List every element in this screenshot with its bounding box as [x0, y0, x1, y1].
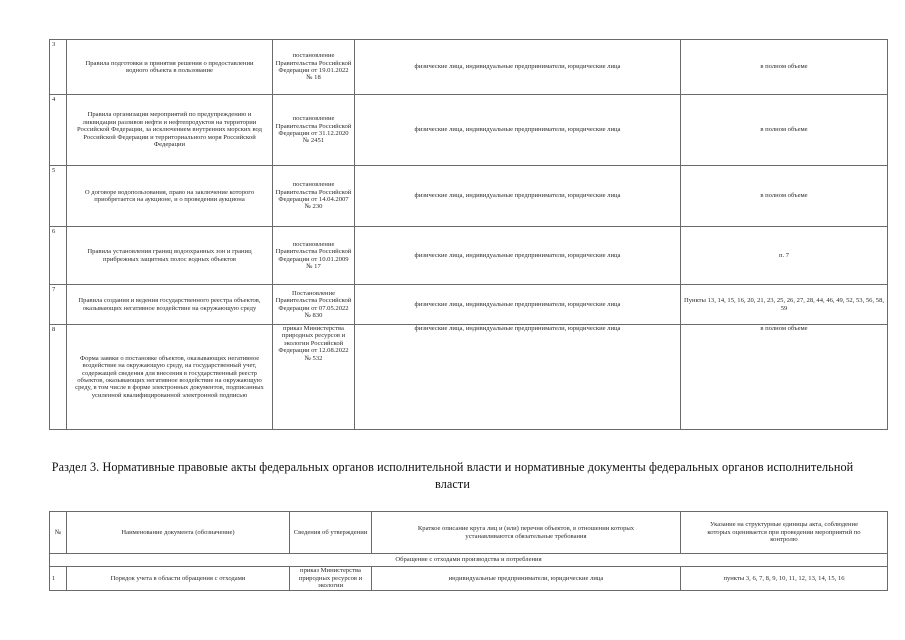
regulations-table: [49, 39, 888, 430]
table-row: [50, 285, 888, 325]
document-name: О договоре водопользования, право на заключение которого приобретается на аукционе, и о проведении аукциона: [67, 166, 273, 227]
header-approval: Сведения об утверждении: [290, 512, 372, 554]
header-number: №: [50, 512, 67, 554]
approval-info: Постановление Правительства Российской Федерации от 07.05.2022 № 830: [273, 285, 355, 325]
group-heading: Обращение с отходами производства и потребления: [50, 554, 888, 567]
scope: пункты 3, 6, 7, 8, 9, 10, 11, 12, 13, 14, 15, 16: [681, 567, 888, 591]
document-name: Правила подготовки и принятия решения о предоставлении водного объекта в пользование: [67, 40, 273, 95]
scope: в полном объеме: [681, 95, 888, 166]
row-number: 8: [50, 325, 67, 430]
table-header-row: [50, 512, 888, 554]
table-row: [50, 95, 888, 166]
subjects: физические лица, индивидуальные предприниматели, юридические лица: [355, 40, 681, 95]
scope: в полном объеме: [681, 166, 888, 227]
table-row: [50, 227, 888, 285]
row-number: 4: [50, 95, 67, 166]
document-name: Правила организации мероприятий по предупреждению и ликвидации разливов нефти и нефтепродуктов на территории Российской Федерации, за исключением внутренних морских вод Российской Федерации и территориального моря Российской Федерации: [67, 95, 273, 166]
subjects: физические лица, индивидуальные предприниматели, юридические лица: [355, 285, 681, 325]
document-name: Правила установления границ водоохранных зон и границ прибрежных защитных полос водных объектов: [67, 227, 273, 285]
scope: в полном объеме: [681, 325, 888, 430]
row-number: 5: [50, 166, 67, 227]
scope: Пункты 13, 14, 15, 16, 20, 21, 23, 25, 26, 27, 28, 44, 46, 49, 52, 53, 56, 58, 59: [681, 285, 888, 325]
approval-info: постановление Правительства Российской Федерации от 19.01.2022 № 18: [273, 40, 355, 95]
group-row: [50, 554, 888, 567]
document-name: Порядок учета в области обращения с отходами: [67, 567, 290, 591]
subjects: физические лица, индивидуальные предприниматели, юридические лица: [355, 325, 681, 430]
scope: в полном объеме: [681, 40, 888, 95]
row-number: 3: [50, 40, 67, 95]
header-description: Краткое описание круга лиц и (или) перечня объектов, в отношении которых устанавливаются обязательные требования: [372, 512, 681, 554]
section-heading: Раздел 3. Нормативные правовые акты федеральных органов исполнительной власти и нормативные документы федеральных органов исполнительной власти: [51, 460, 854, 491]
approval-info: постановление Правительства Российской Федерации от 14.04.2007 № 230: [273, 166, 355, 227]
table-row: [50, 325, 888, 430]
scope: п. 7: [681, 227, 888, 285]
table-row: [50, 567, 888, 591]
subjects: физические лица, индивидуальные предприниматели, юридические лица: [355, 95, 681, 166]
header-scope: Указание на структурные единицы акта, соблюдение которых оценивается при проведении мероприятий по контролю: [681, 512, 888, 554]
subjects: физические лица, индивидуальные предприниматели, юридические лица: [355, 227, 681, 285]
subjects: физические лица, индивидуальные предприниматели, юридические лица: [355, 166, 681, 227]
approval-info: постановление Правительства Российской Федерации от 31.12.2020 № 2451: [273, 95, 355, 166]
table-row: [50, 166, 888, 227]
approval-info: постановление Правительства Российской Федерации от 10.01.2009 № 17: [273, 227, 355, 285]
row-number: 1: [50, 567, 67, 591]
row-number: 6: [50, 227, 67, 285]
approval-info: приказ Министерства природных ресурсов и экологии: [290, 567, 372, 591]
federal-acts-table: [49, 511, 888, 591]
table-row: [50, 40, 888, 95]
header-name: Наименование документа (обозначение): [67, 512, 290, 554]
document-name: Форма заявки о постановке объектов, оказывающих негативное воздействие на окружающую среду, на государственный учет, содержащей сведения для внесения в государственный реестр объектов, оказывающих негативное воздействие на окружающую среду, в том числе в форме электронных документов, подписанных усиленной квалифицированной электронной подписью: [67, 325, 273, 430]
approval-info: приказ Министерства природных ресурсов и экологии Российской Федерации от 12.08.2022 № 532: [273, 325, 355, 430]
row-number: 7: [50, 285, 67, 325]
subjects: индивидуальные предприниматели, юридические лица: [372, 567, 681, 591]
document-name: Правила создания и ведения государственного реестра объектов, оказывающих негативное воздействие на окружающую среду: [67, 285, 273, 325]
